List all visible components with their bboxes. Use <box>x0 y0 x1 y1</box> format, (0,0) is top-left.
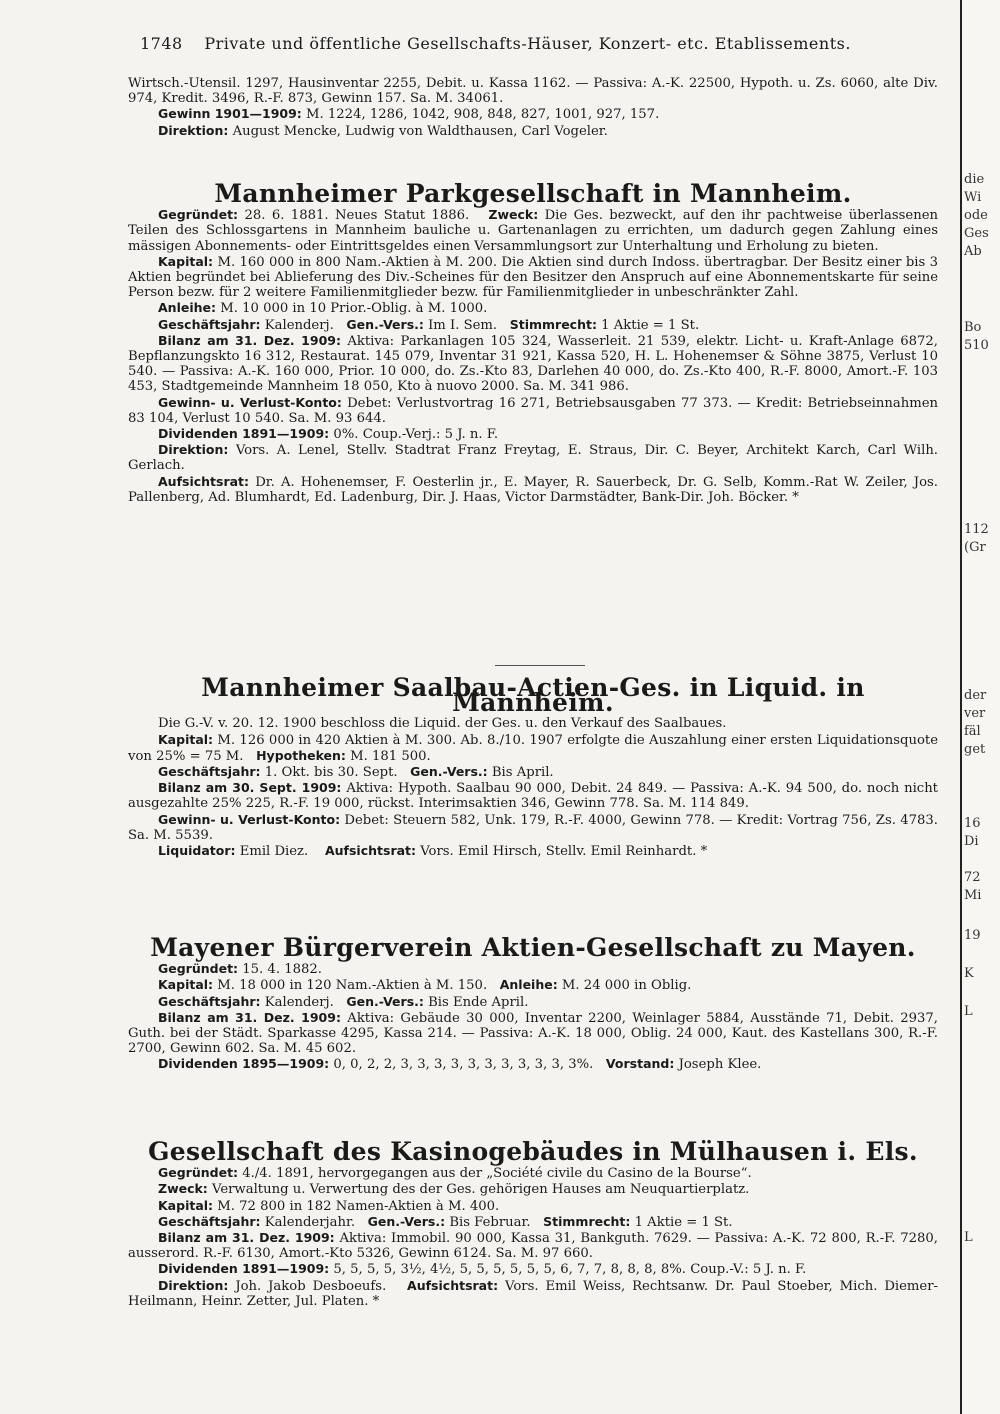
balance-sheet: Bilanz am 31. Dez. 1909: Aktiva: Parkanlagen 105 324, Wasserleit. 21 539, elektr. Licht- u. Kraft-Anlage 6872, Bepflanzungskto 16 312, Restaurat. 145 079, Inventar 31 921, Kassa 520, H. L. Hohenemser & Söhne 3875, Verlust 10 540. — Passiva: A.-K. 160 000, Prior. 10 000, do. Zs.-Kto 83, Darlehen 40 000, do. Zs.-Kto 400, R.-F. 8000, Amort.-F. 103 453, Stadtgemeinde Mannheim 18 050, Kto à nuovo 2000. Sa. M. 341 986. <box>128 332 938 395</box>
edge-fragment: Wi <box>964 190 982 205</box>
edge-fragment: Ges <box>964 226 989 241</box>
fiscal-year: Geschäftsjahr: Kalenderjahr. Gen.-Vers.: Bis Februar. Stimmrecht: 1 Aktie = 1 St. <box>158 1213 733 1230</box>
edge-fragment: 72 <box>964 870 981 885</box>
entry-title: Mannheimer Parkgesellschaft in Mannheim. <box>214 179 852 208</box>
liquidation-note: Die G.-V. v. 20. 12. 1900 beschloss die Liquid. der Ges. u. den Verkauf des Saalbaues. <box>158 716 727 732</box>
entry-title: Mayener Bürgerverein Aktien-Gesellschaft zu Mayen. <box>150 933 916 962</box>
capital: Kapital: M. 18 000 in 120 Nam.-Aktien à M. 150. Anleihe: M. 24 000 in Oblig. <box>158 977 692 994</box>
board: Direktion: Joh. Jakob Desboeufs. Aufsichtsrat: Vors. Emil Weiss, Rechtsanw. Dr. Paul Stoeber, Mich. Diemer-Heilmann, Heinr. Zetter, Jul. Platen. * <box>128 1277 938 1309</box>
entry-mayen <box>128 933 938 1073</box>
adjacent-page-edge <box>962 0 1000 1414</box>
edge-fragment: K <box>964 966 974 981</box>
balance-sheet: Bilanz am 31. Dez. 1909: Aktiva: Gebäude 30 000, Inventar 2200, Weinlager 5884, Ausstände 71, Debit. 2937, Guth. bei der Städt. Sparkasse 4295, Kassa 214. — Passiva: A.-K. 18 000, Oblig. 24 000, Kaut. des Kastellans 300, R.-F. 2700, Gewinn 602. Sa. M. 45 602. <box>128 1009 938 1057</box>
edge-fragment: get <box>964 742 986 757</box>
continuation-direktion: Direktion: August Mencke, Ludwig von Waldthausen, Carl Vogeler. <box>158 122 608 139</box>
capital: Kapital: M. 72 800 in 182 Namen-Aktien à M. 400. <box>158 1197 500 1214</box>
entry-kasino <box>128 1137 938 1309</box>
profit-loss: Gewinn- u. Verlust-Konto: Debet: Steuern 582, Unk. 179, R.-F. 4000, Gewinn 778. — Kredit: Vortrag 756, Zs. 4783. Sa. M. 5539. <box>128 811 938 843</box>
continuation-balance: Wirtsch.-Utensil. 1297, Hausinventar 2255, Debit. u. Kassa 1162. — Passiva: A.-K. 22500, Hypoth. u. Zs. 6060, alte Div. 974, Kredit. 3496, R.-F. 873, Gewinn 157. Sa. M. 34061. <box>128 76 938 107</box>
edge-fragment: der <box>964 688 987 703</box>
edge-fragment: Bo <box>964 320 982 335</box>
edge-fragment: Ab <box>964 244 982 259</box>
edge-fragment: ode <box>964 208 988 223</box>
edge-fragment: 19 <box>964 928 981 943</box>
edge-fragment: L <box>964 1230 973 1245</box>
edge-fragment: ver <box>964 706 986 721</box>
entry-parkgesellschaft <box>128 179 939 505</box>
capital: Kapital: M. 160 000 in 800 Nam.-Aktien à M. 200. Die Aktien sind durch Indoss. übertragbar. Der Besitz einer bis 3 Aktien begründet bei Ablieferung des Div.-Scheines für den Besitzer den Anspruch auf eine Abonnementskarte für seine Person bezw. für 2 weitere Familienmitglieder bezw. für Familienmitglieder in unbeschränkter Zahl. <box>128 253 938 301</box>
board: Direktion: Vors. A. Lenel, Stellv. Stadtrat Franz Freytag, E. Straus, Dir. C. Beyer, Architekt Karch, Carl Wilh. Gerlach. <box>128 442 939 474</box>
edge-fragment: die <box>964 172 985 187</box>
dividends: Dividenden 1891—1909: 0%. Coup.-Verj.: 5 J. n. F. <box>158 426 499 443</box>
edge-fragment: Di <box>964 834 979 849</box>
edge-fragment: 112 <box>964 522 989 537</box>
dividends: Dividenden 1895—1909: 0, 0, 2, 2, 3, 3, 3, 3, 3, 3, 3, 3, 3, 3, 3%. Vorstand: Joseph Klee. <box>158 1056 762 1073</box>
liquidator: Liquidator: Emil Diez. Aufsichtsrat: Vors. Emil Hirsch, Stellv. Emil Reinhardt. * <box>158 843 708 860</box>
edge-fragment: (Gr <box>964 540 986 555</box>
dividends: Dividenden 1891—1909: 5, 5, 5, 5, 3½, 4½, 5, 5, 5, 5, 5, 5, 6, 7, 7, 8, 8, 8, 8%. Coup.-V.: 5 J. n. F. <box>158 1261 807 1278</box>
entry-title: Gesellschaft des Kasinogebäudes in Mülhausen i. Els. <box>148 1137 918 1166</box>
page-header <box>140 34 851 53</box>
edge-fragment: Mi <box>964 888 982 903</box>
fiscal-year: Geschäftsjahr: 1. Okt. bis 30. Sept. Gen.-Vers.: Bis April. <box>158 764 554 781</box>
entry-continuation <box>128 76 938 139</box>
loan: Anleihe: M. 10 000 in 10 Prior.-Oblig. à M. 1000. <box>158 300 488 317</box>
capital: Kapital: M. 126 000 in 420 Aktien à M. 300. Ab. 8./10. 1907 erfolgte die Auszahlung einer ersten Liquidationsquote von 25% = 75 M. Hypotheken: M. 181 500. <box>128 731 938 764</box>
profit-loss: Gewinn- u. Verlust-Konto: Debet: Verlustvortrag 16 271, Betriebsausgaben 77 373. — Kredit: Betriebseinnahmen 83 104, Verlust 10 540. Sa. M. 93 644. <box>128 394 938 426</box>
edge-fragment: 510 <box>964 338 989 353</box>
entry-title: Mannheimer Saalbau-Actien-Ges. in Liquid. in Mannheim. <box>201 673 865 718</box>
page-number: 1748 <box>140 34 183 53</box>
founded-and-purpose: Gegründet: 28. 6. 1881. Neues Statut 1886. Zweck: Die Ges. bezweckt, auf den ihr pachtweise überlassenen Teilen des Schlossgartens in Mannheim bauliche u. Gartenanlagen zu errichten, um dadurch gegen Zahlung eines mässigen Abonnements- oder Eintrittsgeldes einen Versammlungsort zur Unterhaltung und Erholung zu bieten. <box>128 207 939 254</box>
balance-sheet: Bilanz am 31. Dez. 1909: Aktiva: Immobil. 90 000, Kassa 31, Bankguth. 7629. — Passiva: A.-K. 72 800, R.-F. 7280, ausserord. R.-F. 6130, Amort.-Kto 5326, Gewinn 6124. Sa. M. 97 660. <box>128 1230 938 1262</box>
entry-saalbau <box>128 673 938 860</box>
balance-sheet: Bilanz am 30. Sept. 1909: Aktiva: Hypoth. Saalbau 90 000, Debit. 24 849. — Passiva: A.-K. 94 500, do. noch nicht ausgezahlte 25% 225, R.-F. 19 000, rückst. Interimsaktien 346, Gewinn 778. Sa. M. 114 849. <box>128 780 938 812</box>
purpose: Zweck: Verwaltung u. Verwertung des der Ges. gehörigen Hauses am Neuquartierplatz. <box>158 1181 750 1198</box>
edge-fragment: L <box>964 1004 973 1019</box>
running-title: Private und öffentliche Gesellschafts-Häuser, Konzert- etc. Etablissements. <box>204 34 851 53</box>
section-divider <box>495 665 585 666</box>
edge-fragment: fäl <box>964 724 981 739</box>
continuation-gewinn: Gewinn 1901—1909: M. 1224, 1286, 1042, 908, 848, 827, 1001, 927, 157. <box>158 106 660 123</box>
founded: Gegründet: 15. 4. 1882. <box>158 961 322 978</box>
fiscal-year: Geschäftsjahr: Kalenderj. Gen.-Vers.: Im I. Sem. Stimmrecht: 1 Aktie = 1 St. <box>158 316 700 333</box>
founded: Gegründet: 4./4. 1891, hervorgegangen aus der „Société civile du Casino de la Bourse“. <box>158 1165 752 1182</box>
edge-fragment: 16 <box>964 816 981 831</box>
supervisory-board: Aufsichtsrat: Dr. A. Hohenemser, F. Oesterlin jr., E. Mayer, R. Sauerbeck, Dr. G. Selb, Komm.-Rat W. Zeiler, Jos. Pallenberg, Ad. Blumhardt, Ed. Ladenburg, Dir. J. Haas, Victor Darmstädter, Bank-Dir. Joh. Böcker. * <box>128 473 938 505</box>
fiscal-year: Geschäftsjahr: Kalenderj. Gen.-Vers.: Bis Ende April. <box>158 993 529 1010</box>
